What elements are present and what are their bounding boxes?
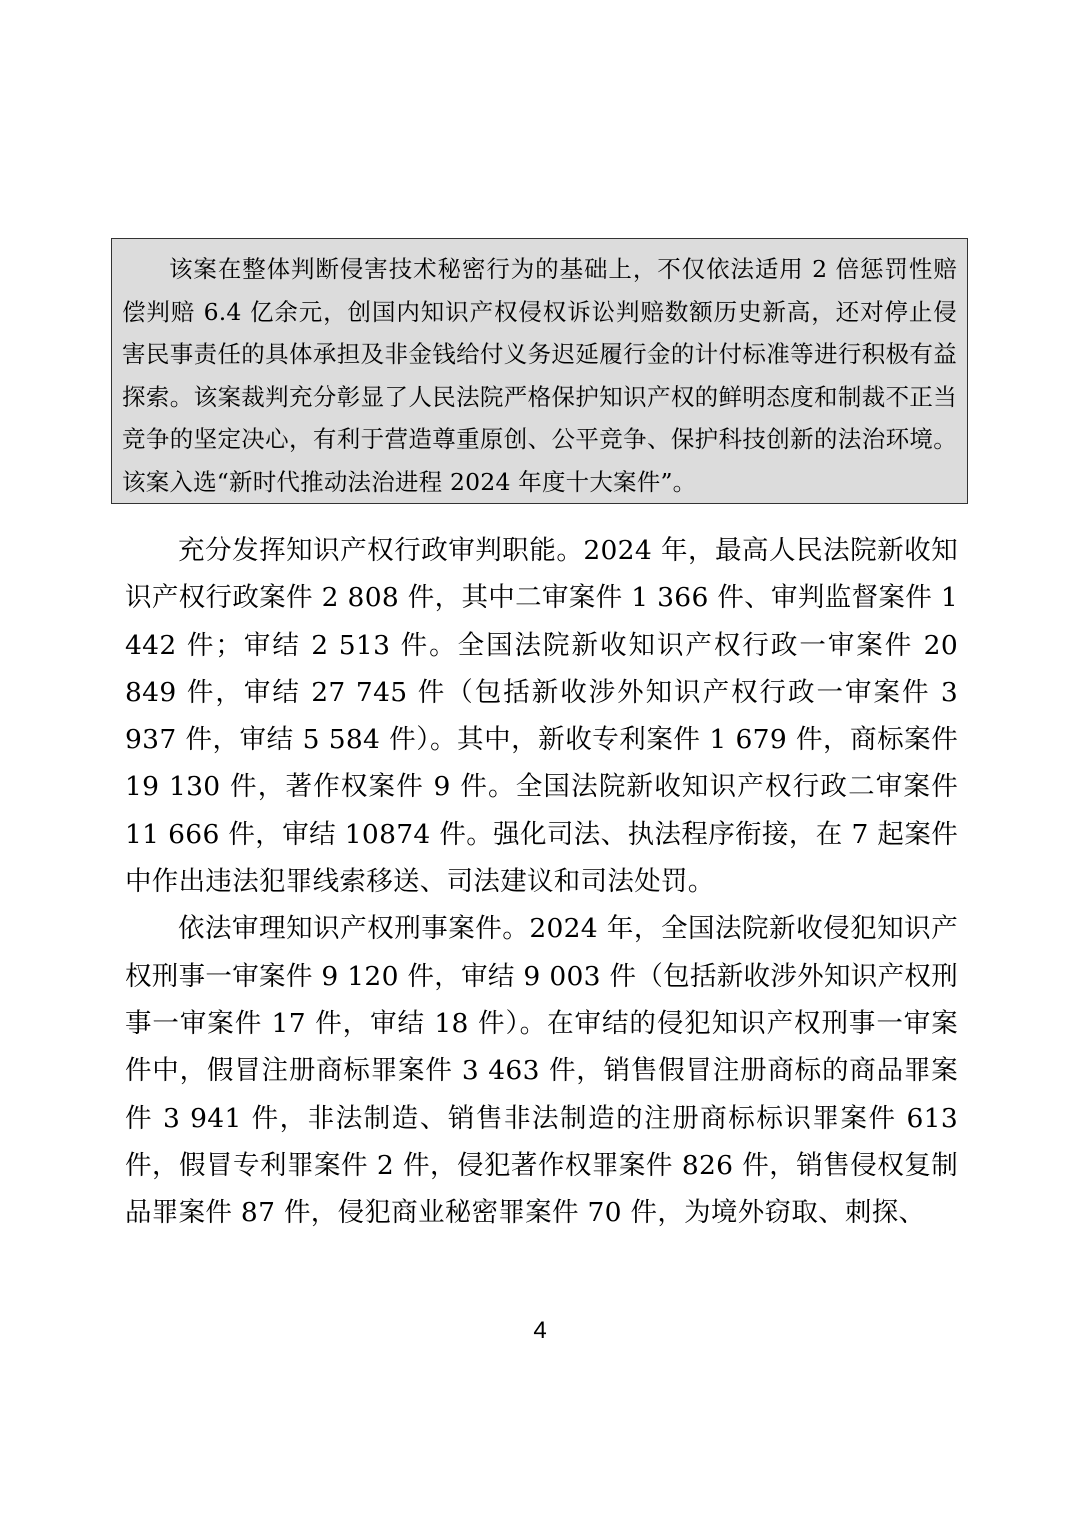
main-text	[125, 527, 958, 1236]
paragraph-criminal-cases: 依法审理知识产权刑事案件。2024 年，全国法院新收侵犯知识产权刑事一审案件 9 120 件，审结 9 003 件（包括新收涉外知识产权刑事一审案件 17 件，审结 18 件）。在审结的侵犯知识产权刑事一审案件中，假冒注册商标罪案件 3 463 件，销售假冒注册商标的商品罪案件 3 941 件，非法制造、销售非法制造的注册商标标识罪案件 613 件，假冒专利罪案件 2 件，侵犯著作权罪案件 826 件，销售侵权复制品罪案件 87 件，侵犯商业秘密罪案件 70 件，为境外窃取、刺探、	[125, 913, 958, 1229]
case-summary-box	[111, 238, 968, 504]
paragraph-administrative-trials: 充分发挥知识产权行政审判职能。2024 年，最高人民法院新收知识产权行政案件 2 808 件，其中二审案件 1 366 件、审判监督案件 1 442 件；审结 2 513 件。全国法院新收知识产权行政一审案件 20 849 件，审结 27 745 件（包括新收涉外知识产权行政一审案件 3 937 件，审结 5 584 件）。其中，新收专利案件 1 679 件，商标案件 19 130 件，著作权案件 9 件。全国法院新收知识产权行政二审案件 11 666 件，审结 10874 件。强化司法、执法程序衔接，在 7 起案件中作出违法犯罪线索移送、司法建议和司法处罚。	[125, 535, 958, 898]
page-number: 4	[533, 1317, 547, 1344]
case-summary-paragraph: 该案在整体判断侵害技术秘密行为的基础上，不仅依法适用 2 倍惩罚性赔偿判赔 6.4 亿余元，创国内知识产权侵权诉讼判赔数额历史新高，还对停止侵害民事责任的具体承担及非金钱给付义务迟延履行金的计付标准等进行积极有益探索。该案裁判充分彰显了人民法院严格保护知识产权的鲜明态度和制裁不正当竞争的坚定决心，有利于营造尊重原创、公平竞争、保护科技创新的法治环境。该案入选“新时代推动法治进程 2024 年度十大案件”。	[122, 255, 957, 496]
